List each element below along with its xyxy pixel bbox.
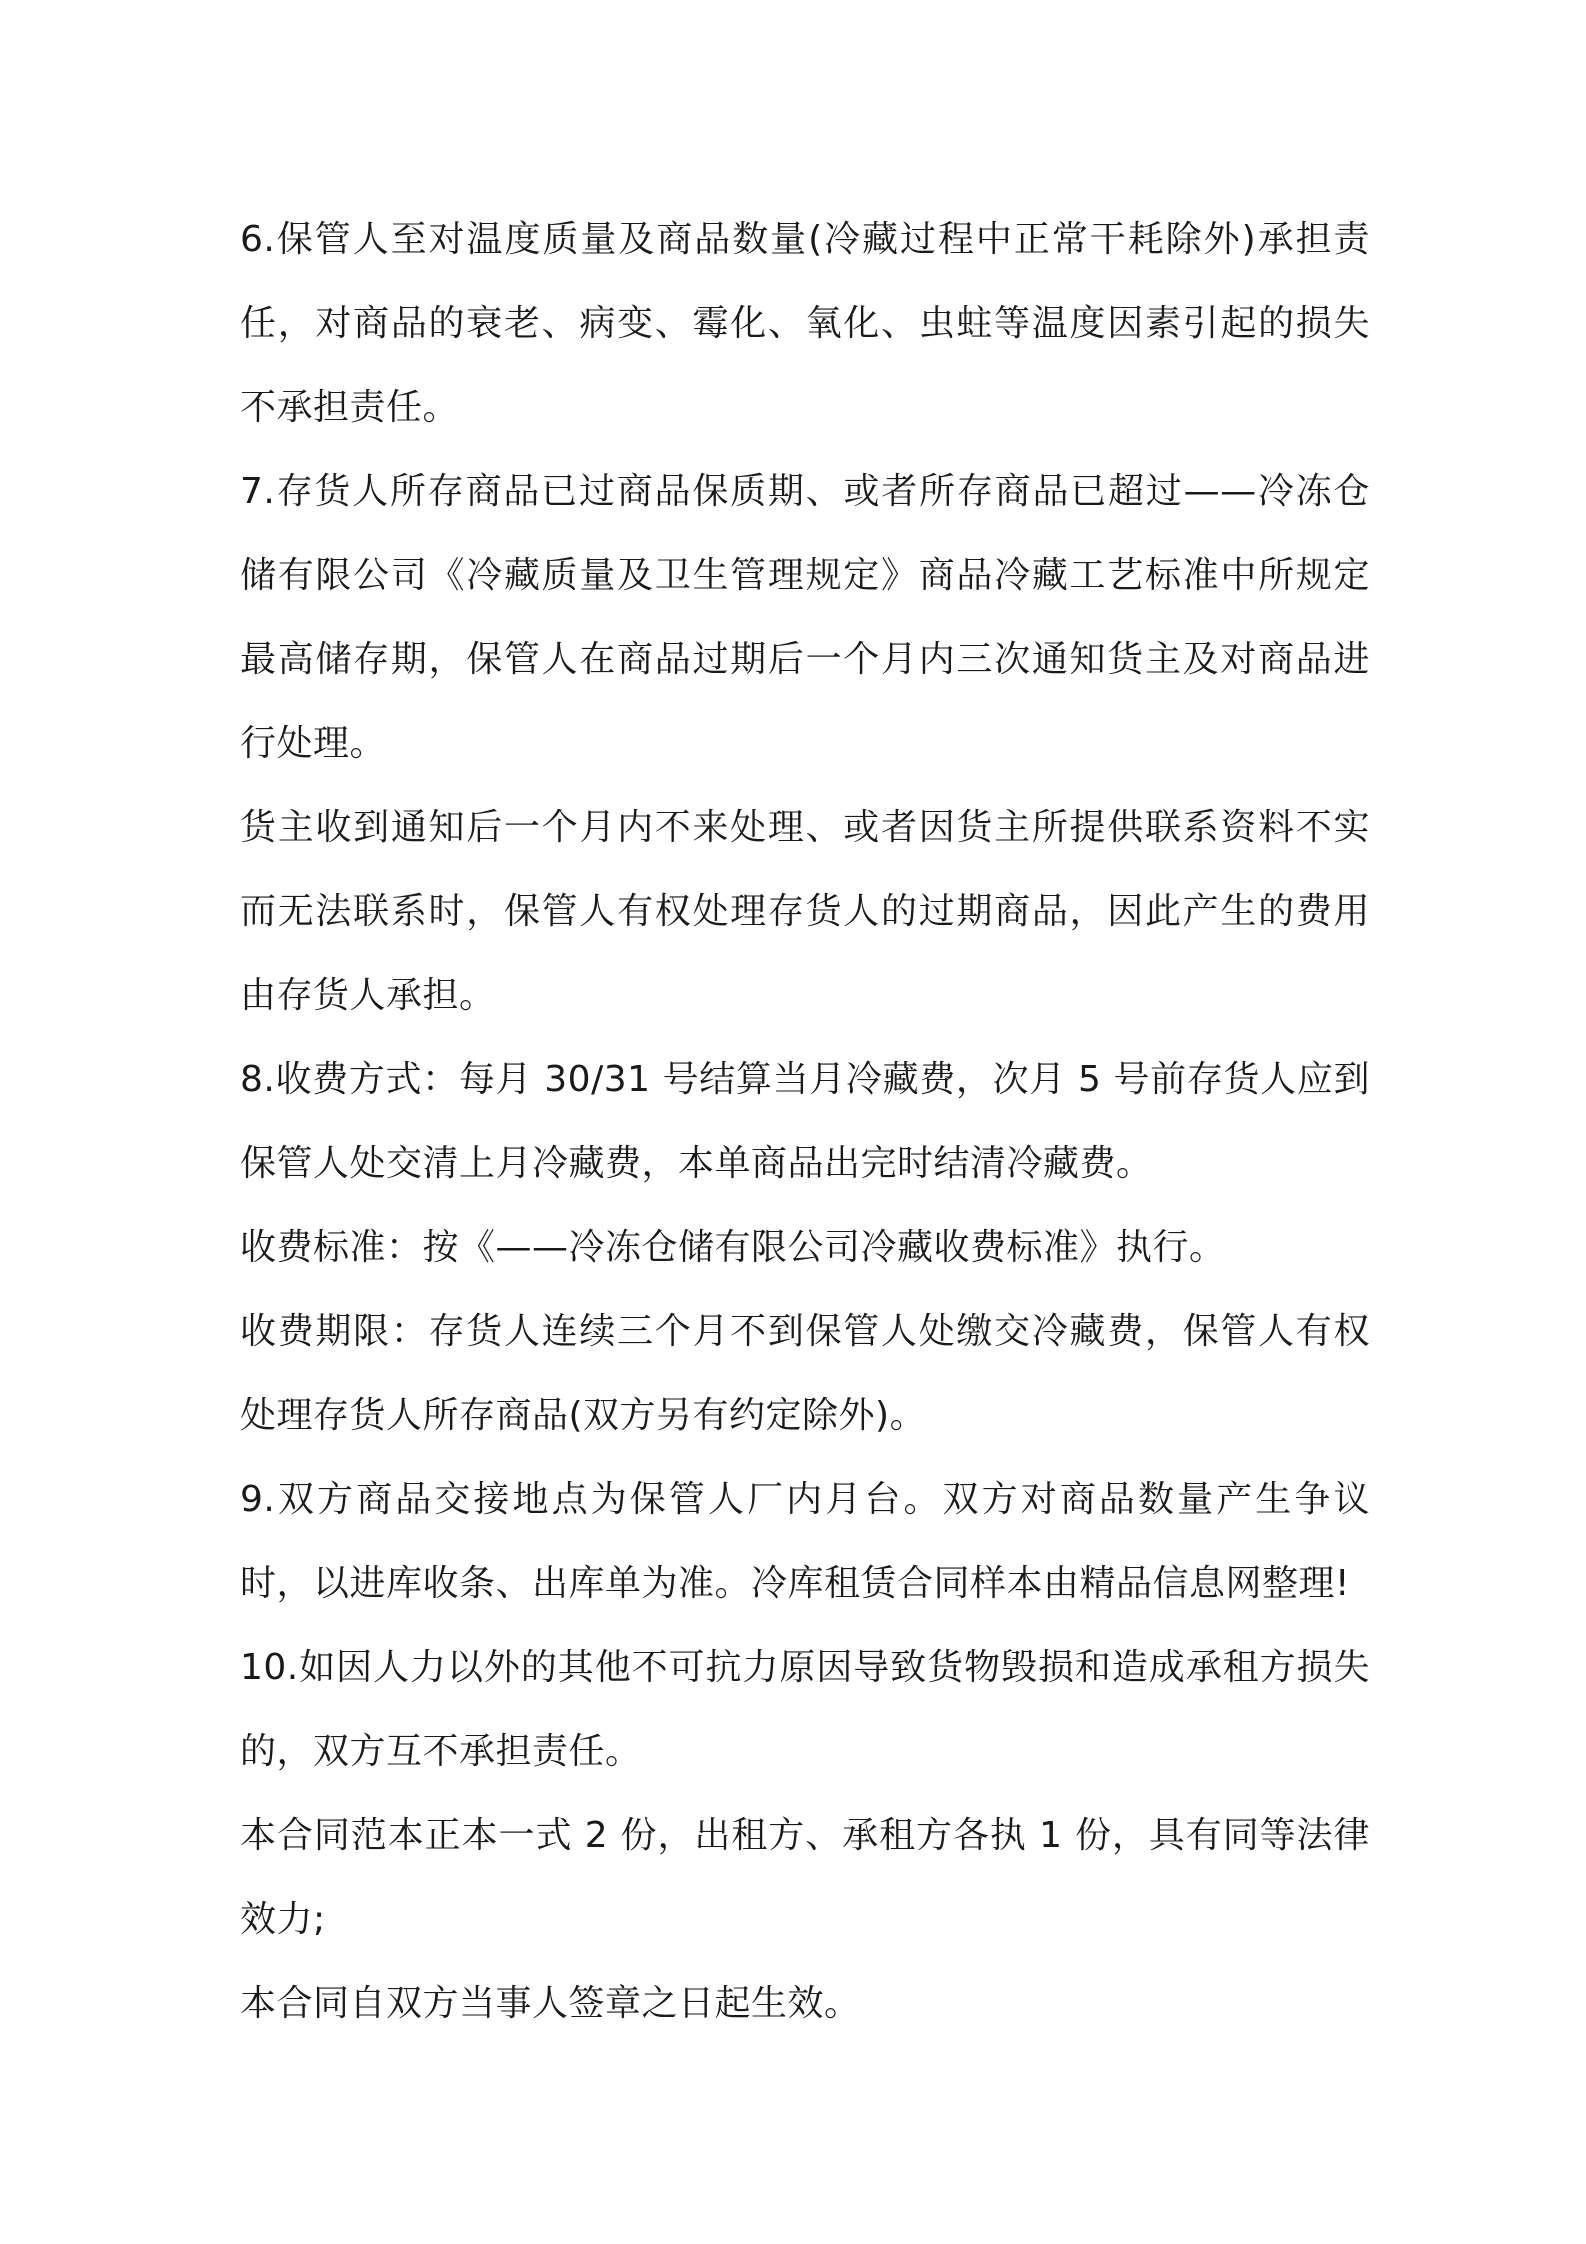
clause-8-fee-standard: 收费标准：按《——冷冻仓储有限公司冷藏收费标准》执行。 xyxy=(240,1227,1226,1268)
clause-7-expired-goods: 7.存货人所存商品已过商品保质期、或者所存商品已超过——冷冻仓储有限公司《冷藏质量及卫生管理规定》商品冷藏工艺标准中所规定最高储存期，保管人在商品过期后一个月内三次通知货主及对商品进行处理。 xyxy=(240,471,1370,764)
clause-10-force-majeure: 10.如因人力以外的其他不可抗力原因导致货物毁损和造成承租方损失的，双方互不承担责任。 xyxy=(240,1647,1370,1772)
clause-7-owner-notice: 货主收到通知后一个月内不来处理、或者因货主所提供联系资料不实而无法联系时，保管人有权处理存货人的过期商品，因此产生的费用由存货人承担。 xyxy=(240,807,1370,1016)
clause-9-handover-location: 9.双方商品交接地点为保管人厂内月台。双方对商品数量产生争议时，以进库收条、出库单为准。冷库租赁合同样本由精品信息网整理! xyxy=(240,1479,1370,1604)
contract-effective-statement: 本合同自双方当事人签章之日起生效。 xyxy=(240,1983,861,2024)
clause-8-fee-deadline: 收费期限：存货人连续三个月不到保管人处缴交冷藏费，保管人有权处理存货人所存商品(双方另有约定除外)。 xyxy=(240,1311,1370,1436)
clause-6-temperature-liability: 6.保管人至对温度质量及商品数量(冷藏过程中正常干耗除外)承担责任，对商品的衰老、病变、霉化、氧化、虫蛀等温度因素引起的损失不承担责任。 xyxy=(240,219,1370,428)
clause-8-fee-method: 8.收费方式：每月 30/31 号结算当月冷藏费，次月 5 号前存货人应到保管人处交清上月冷藏费，本单商品出完时结清冷藏费。 xyxy=(240,1059,1370,1184)
contract-copies-statement: 本合同范本正本一式 2 份，出租方、承租方各执 1 份，具有同等法律效力; xyxy=(240,1815,1370,1940)
document-body xyxy=(240,198,1370,2046)
